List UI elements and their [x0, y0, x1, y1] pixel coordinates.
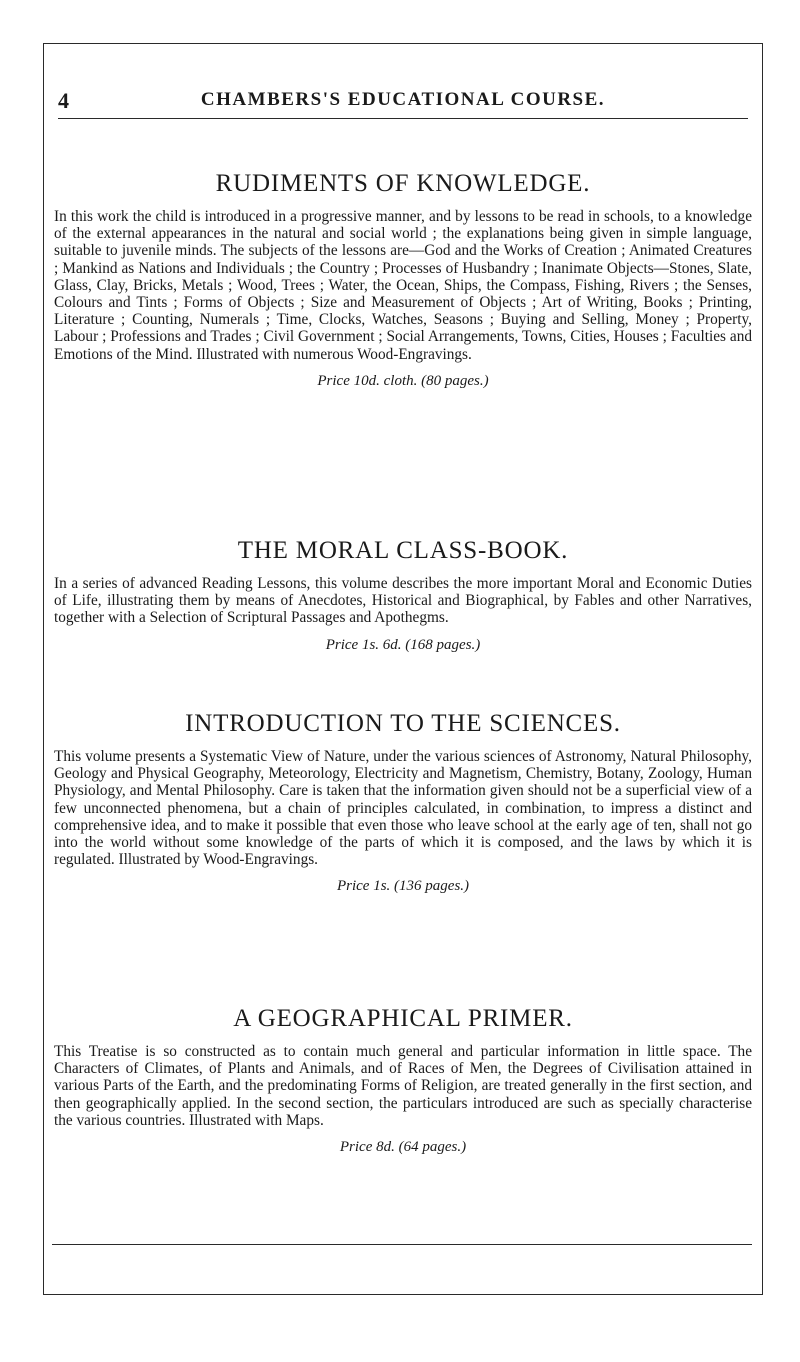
entry-description: This volume presents a Systematic View of Nature, under the various sciences of Astronomy, Natural Philosophy, Geology and Physical Geography, Meteorology, Electricity and Magnetism, Chemistry, Botany, Zoology, Human Physiology, and Mental Philosophy. Care is taken that the information given should not be a superficial view of a few unconnected phenomena, but a chain of principles calculated, in combination, to impress a distinct and comprehensive idea, and to make it possible that even those who leave school at the early age of ten, shall not go into the world without some knowledge of the parts of which it is composed, and the laws by which it is regulated. Illustrated by Wood-Engravings. [54, 748, 752, 869]
page-number: 4 [58, 88, 69, 113]
entry-description: In this work the child is introduced in a progressive manner, and by lessons to be read in schools, to a knowledge of the external appearances in the natural and social world ; the explanations being given in simple language, suitable to juvenile minds. The subjects of the lessons are—God and the Works of Creation ; Animated Creatures ; Mankind as Nations and Individuals ; the Country ; Processes of Husbandry ; Inanimate Objects—Stones, Slate, Glass, Clay, Bricks, Metals ; Wood, Trees ; Water, the Ocean, Ships, the Compass, Fishing, Rivers ; the Senses, Colours and Tints ; Forms of Objects ; Size and Measurement of Objects ; Art of Writing, Books ; Printing, Literature ; Counting, Numerals ; Time, Clocks, Watches, Seasons ; Buying and Selling, Money ; Property, Labour ; Professions and Trades ; Civil Government ; Social Arrangements, Towns, Cities, Houses ; Faculties and Emotions of the Mind. Illustrated with numerous Wood-Engravings. [54, 208, 752, 363]
entry-title: THE MORAL CLASS-BOOK. [237, 537, 569, 564]
entry-description: In a series of advanced Reading Lessons, this volume describes the more important Moral and Economic Duties of Life, illustrating them by means of Anecdotes, Historical and Biographical, by Fables and other Narratives, together with a Selection of Scriptural Passages and Apothegms. [54, 575, 752, 627]
running-head [58, 88, 748, 112]
bottom-rule [52, 1244, 752, 1245]
book-entry-moral-class-book [54, 537, 752, 654]
entry-title: INTRODUCTION TO THE SCIENCES. [185, 710, 621, 737]
entry-title: RUDIMENTS OF KNOWLEDGE. [215, 170, 591, 197]
entry-price: Price 10d. cloth. (80 pages.) [317, 372, 489, 389]
entry-price: Price 8d. (64 pages.) [339, 1139, 467, 1156]
book-entry-geographical-primer [54, 1005, 752, 1156]
header-rule [58, 118, 748, 119]
series-title: CHAMBERS'S EDUCATIONAL COURSE. [200, 89, 606, 110]
entry-description: This Treatise is so constructed as to contain much general and particular information in little space. The Characters of Climates, of Plants and Animals, and of Races of Men, the Degrees of Civilisation attained in various Parts of the Earth, and the predominating Forms of Religion, are treated generally in the first section, and then geographically applied. In the second section, the particulars introduced are such as specially characterise the various countries. Illustrated with Maps. [54, 1043, 752, 1129]
book-entry-introduction-sciences [54, 710, 752, 895]
entry-title: A GEOGRAPHICAL PRIMER. [233, 1005, 573, 1032]
entry-price: Price 1s. 6d. (168 pages.) [325, 636, 481, 653]
book-entry-rudiments [54, 170, 752, 390]
entry-price: Price 1s. (136 pages.) [336, 878, 470, 895]
